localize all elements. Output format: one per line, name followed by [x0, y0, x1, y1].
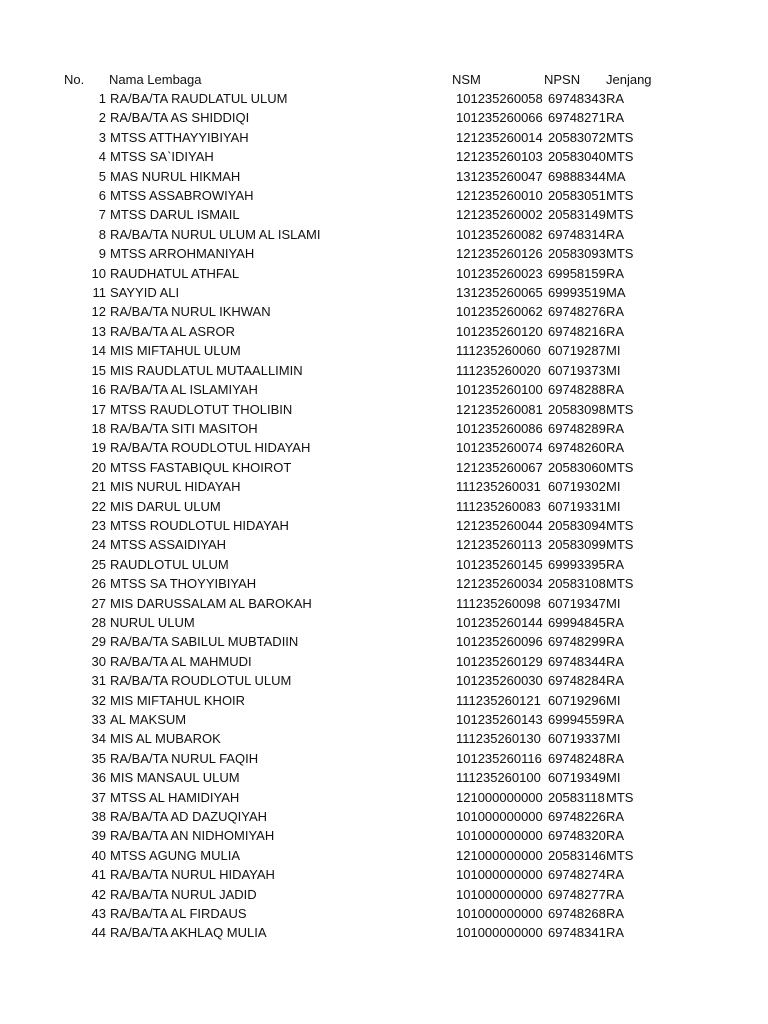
table-row: [0, 477, 768, 496]
row-number: 26: [91, 576, 106, 592]
row-number: 23: [91, 517, 106, 533]
npsn-value: 20583118: [548, 789, 605, 805]
jenjang-value: RA: [606, 304, 625, 320]
table-row: [0, 380, 768, 399]
nsm-value: 121235260113: [456, 537, 542, 553]
table-row: [0, 341, 768, 360]
jenjang-value: MI: [606, 692, 621, 708]
row-number: 2: [98, 110, 106, 126]
npsn-value: 20583108: [548, 576, 606, 592]
row-number: 21: [91, 479, 106, 495]
table-row: [0, 322, 768, 341]
table-row: [0, 826, 768, 845]
institution-name: RAUDHATUL ATHFAL: [110, 265, 240, 281]
row-number: 39: [91, 828, 106, 844]
row-number: 5: [98, 168, 106, 184]
jenjang-value: RA: [606, 440, 625, 456]
table-row: [0, 497, 768, 516]
npsn-value: 20583099: [548, 537, 606, 553]
jenjang-value: MTS: [606, 789, 634, 805]
jenjang-value: RA: [606, 653, 625, 669]
institution-name: AL MAKSUM: [110, 712, 187, 727]
nsm-value: 121235260010: [456, 188, 543, 204]
row-number: 35: [91, 750, 106, 766]
table-row: [0, 283, 768, 302]
jenjang-value: MI: [606, 479, 621, 495]
nsm-value: 111235260060: [456, 343, 541, 359]
table-row: [0, 671, 768, 690]
nsm-value: 101235260100: [456, 382, 543, 398]
jenjang-value: MI: [606, 343, 621, 359]
table-row: [0, 749, 768, 768]
jenjang-value: MTS: [606, 401, 634, 417]
npsn-value: 69993395: [548, 556, 606, 572]
jenjang-value: RA: [606, 828, 625, 844]
nsm-value: 101235260086: [456, 420, 543, 436]
institution-list: [0, 89, 768, 943]
row-number: 27: [91, 595, 106, 611]
nsm-value: 131235260065: [456, 285, 543, 301]
row-number: 7: [98, 207, 106, 223]
jenjang-value: MTS: [606, 188, 634, 204]
jenjang-value: MTS: [606, 149, 634, 165]
row-number: 42: [91, 886, 106, 902]
institution-name: RA/BA/TA SABILUL MUBTADIIN: [110, 634, 299, 650]
institution-name: RA/BA/TA NURUL FAQIH: [110, 750, 259, 766]
nsm-value: 101235260066: [456, 110, 543, 126]
institution-name: MTSS FASTABIQUL KHOIROT: [110, 459, 292, 475]
table-row: [0, 89, 768, 108]
row-number: 36: [91, 770, 106, 786]
jenjang-value: RA: [606, 265, 625, 281]
npsn-value: 69748268: [548, 906, 606, 922]
table-row: [0, 904, 768, 923]
npsn-value: 69748276: [548, 304, 606, 320]
npsn-value: 69748299: [548, 634, 606, 650]
table-row: [0, 458, 768, 477]
header-npsn: NPSN: [544, 72, 581, 87]
nsm-value: 131235260047: [456, 168, 543, 184]
institution-name: MTSS ROUDLOTUL HIDAYAH: [110, 517, 289, 533]
nsm-value: 121235260044: [456, 517, 543, 533]
nsm-value: 101235260030: [456, 673, 543, 689]
nsm-value: 101235260082: [456, 226, 543, 242]
nsm-value: 101235260129: [456, 653, 543, 669]
row-number: 43: [91, 906, 106, 922]
jenjang-value: MTS: [606, 537, 634, 553]
row-number: 24: [91, 537, 106, 553]
nsm-value: 101000000000: [456, 925, 543, 941]
jenjang-value: RA: [606, 809, 625, 825]
jenjang-value: RA: [606, 634, 625, 650]
nsm-value: 121235260034: [456, 576, 543, 592]
nsm-value: 111235260130: [456, 731, 541, 747]
npsn-value: 20583051: [548, 188, 606, 204]
nsm-value: 101235260116: [456, 750, 542, 766]
row-number: 12: [91, 304, 106, 320]
row-number: 14: [91, 343, 106, 359]
npsn-value: 69748271: [548, 110, 606, 126]
nsm-value: 121235260067: [456, 459, 543, 475]
institution-name: RA/BA/TA NURUL JADID: [110, 886, 257, 902]
institution-name: RA/BA/TA ROUDLOTUL ULUM: [110, 673, 292, 689]
row-number: 38: [91, 809, 106, 825]
institution-name: RA/BA/TA NURUL ULUM AL ISLAMI: [110, 226, 321, 242]
row-number: 10: [91, 265, 106, 281]
row-number: 34: [91, 731, 106, 747]
institution-name: MTSS AGUNG MULIA: [110, 847, 241, 863]
institution-name: MIS AL MUBAROK: [110, 731, 221, 747]
table-row: [0, 205, 768, 224]
nsm-value: 111235260098: [456, 595, 541, 611]
institution-name: MTSS DARUL ISMAIL: [110, 207, 240, 223]
table-row: [0, 807, 768, 826]
row-number: 11: [92, 285, 106, 301]
table-row: [0, 846, 768, 865]
table-row: [0, 710, 768, 729]
jenjang-value: RA: [606, 750, 625, 766]
jenjang-value: RA: [606, 420, 625, 436]
nsm-value: 101235260058: [456, 91, 543, 106]
table-row: [0, 574, 768, 593]
nsm-value: 101235260143: [456, 712, 543, 727]
nsm-value: 121235260002: [456, 207, 543, 223]
nsm-value: 121235260014: [456, 129, 543, 145]
table-row: [0, 788, 768, 807]
npsn-value: 69748226: [548, 809, 606, 825]
npsn-value: 69958159: [548, 265, 606, 281]
nsm-value: 101235260144: [456, 614, 543, 630]
jenjang-value: MTS: [606, 847, 634, 863]
npsn-value: 20583040: [548, 149, 606, 165]
table-row: [0, 729, 768, 748]
nsm-value: 111235260100: [456, 770, 541, 786]
jenjang-value: MI: [606, 498, 621, 514]
npsn-value: 60719302: [548, 479, 606, 495]
row-number: 19: [91, 440, 106, 456]
row-number: 44: [91, 925, 106, 941]
jenjang-value: RA: [606, 614, 625, 630]
row-number: 30: [91, 653, 106, 669]
header-nsm: NSM: [452, 72, 481, 87]
institution-name: RA/BA/TA AKHLAQ MULIA: [110, 925, 267, 941]
table-row: [0, 264, 768, 283]
npsn-value: 20583098: [548, 401, 606, 417]
institution-name: RA/BA/TA AL ISLAMIYAH: [110, 382, 258, 398]
table-row: [0, 516, 768, 535]
npsn-value: 69748314: [548, 226, 606, 242]
institution-name: RA/BA/TA NURUL IKHWAN: [110, 304, 271, 320]
npsn-value: 20583093: [548, 246, 606, 262]
npsn-value: 60719331: [548, 498, 606, 514]
jenjang-value: MTS: [606, 207, 634, 223]
table-row: [0, 400, 768, 419]
npsn-value: 69748344: [548, 653, 606, 669]
institution-name: MIS NURUL HIDAYAH: [110, 479, 241, 495]
jenjang-value: RA: [606, 673, 625, 689]
institution-name: RA/BA/TA SITI MASITOH: [110, 420, 258, 436]
nsm-value: 121235260081: [456, 401, 543, 417]
nsm-value: 111235260020: [456, 362, 541, 378]
header-nama-lembaga: Nama Lembaga: [109, 72, 202, 87]
table-row: [0, 147, 768, 166]
npsn-value: 69748320: [548, 828, 606, 844]
nsm-value: 101235260145: [456, 556, 543, 572]
npsn-value: 20583146: [548, 847, 606, 863]
jenjang-value: RA: [606, 382, 625, 398]
table-row: [0, 225, 768, 244]
nsm-value: 121235260126: [456, 246, 543, 262]
npsn-value: 60719349: [548, 770, 606, 786]
jenjang-value: MI: [606, 770, 621, 786]
nsm-value: 101000000000: [456, 886, 543, 902]
table-row: [0, 438, 768, 457]
row-number: 13: [91, 323, 106, 339]
table-row: [0, 652, 768, 671]
institution-name: MIS DARUSSALAM AL BAROKAH: [110, 595, 312, 611]
jenjang-value: RA: [606, 226, 625, 242]
nsm-value: 111235260121: [456, 692, 541, 708]
institution-name: MTSS ASSABROWIYAH: [110, 188, 254, 204]
table-row: [0, 885, 768, 904]
npsn-value: 69748341: [548, 925, 606, 941]
institution-name: RA/BA/TA AL FIRDAUS: [110, 906, 247, 922]
table-row: [0, 923, 768, 942]
table-row: [0, 128, 768, 147]
row-number: 3: [98, 129, 106, 145]
npsn-value: 20583072: [548, 129, 606, 145]
table-row: [0, 361, 768, 380]
institution-name: RA/BA/TA AL MAHMUDI: [110, 653, 252, 669]
row-number: 18: [91, 420, 106, 436]
nsm-value: 101000000000: [456, 809, 543, 825]
institution-name: MIS RAUDLATUL MUTAALLIMIN: [110, 362, 303, 378]
npsn-value: 20583060: [548, 459, 606, 475]
table-row: [0, 555, 768, 574]
row-number: 37: [91, 789, 106, 805]
row-number: 41: [91, 867, 106, 883]
institution-name: MIS MIFTAHUL KHOIR: [110, 692, 246, 708]
jenjang-value: RA: [606, 925, 625, 941]
npsn-value: 60719347: [548, 595, 606, 611]
row-number: 16: [91, 382, 106, 398]
table-row: [0, 167, 768, 186]
nsm-value: 101000000000: [456, 828, 543, 844]
nsm-value: 111235260083: [456, 498, 541, 514]
institution-name: SAYYID ALI: [110, 285, 180, 301]
jenjang-value: RA: [606, 91, 625, 106]
row-number: 20: [91, 459, 106, 475]
jenjang-value: MTS: [606, 517, 634, 533]
row-number: 6: [98, 188, 106, 204]
npsn-value: 69748260: [548, 440, 606, 456]
npsn-value: 60719287: [548, 343, 606, 359]
institution-name: RA/BA/TA NURUL HIDAYAH: [110, 867, 275, 883]
institution-name: RA/BA/TA AD DAZUQIYAH: [110, 809, 267, 825]
npsn-value: 69748274: [548, 867, 606, 883]
jenjang-value: RA: [606, 556, 625, 572]
nsm-value: 101235260023: [456, 265, 543, 281]
npsn-value: 69748277: [548, 886, 606, 902]
nsm-value: 121000000000: [456, 789, 543, 805]
jenjang-value: MTS: [606, 246, 634, 262]
jenjang-value: RA: [606, 712, 625, 727]
table-row: [0, 865, 768, 884]
jenjang-value: RA: [606, 323, 625, 339]
institution-name: MTSS ASSAIDIYAH: [110, 537, 227, 553]
nsm-value: 111235260031: [456, 479, 541, 495]
table-row: [0, 768, 768, 787]
institution-name: RA/BA/TA AS SHIDDIQI: [110, 110, 250, 126]
institution-name: RA/BA/TA RAUDLATUL ULUM: [110, 91, 288, 106]
table-row: [0, 302, 768, 321]
npsn-value: 20583094: [548, 517, 606, 533]
table-row: [0, 632, 768, 651]
nsm-value: 121000000000: [456, 847, 543, 863]
jenjang-value: RA: [606, 906, 625, 922]
institution-name: RAUDLOTUL ULUM: [110, 556, 229, 572]
institution-name: RA/BA/TA ROUDLOTUL HIDAYAH: [110, 440, 311, 456]
institution-name: MTSS ARROHMANIYAH: [110, 246, 255, 262]
institution-name: MIS MIFTAHUL ULUM: [110, 343, 241, 359]
row-number: 4: [98, 149, 106, 165]
npsn-value: 60719337: [548, 731, 606, 747]
jenjang-value: MTS: [606, 129, 634, 145]
jenjang-value: RA: [606, 867, 625, 883]
npsn-value: 69888344: [548, 168, 606, 184]
npsn-value: 69994559: [548, 712, 606, 727]
institution-name: NURUL ULUM: [110, 614, 195, 630]
jenjang-value: RA: [606, 110, 625, 126]
npsn-value: 69993519: [548, 285, 606, 301]
jenjang-value: MTS: [606, 576, 634, 592]
npsn-value: 69748284: [548, 673, 606, 689]
institution-name: MTSS RAUDLOTUT THOLIBIN: [110, 401, 293, 417]
jenjang-value: MA: [606, 285, 626, 301]
npsn-value: 60719373: [548, 362, 606, 378]
row-number: 22: [91, 498, 106, 514]
table-row: [0, 186, 768, 205]
table-row: [0, 108, 768, 127]
table-row: [0, 594, 768, 613]
row-number: 31: [91, 673, 106, 689]
table-row: [0, 613, 768, 632]
npsn-value: 69748288: [548, 382, 606, 398]
row-number: 33: [91, 712, 106, 727]
institution-name: MTSS ATTHAYYIBIYAH: [110, 129, 249, 145]
row-number: 9: [98, 246, 106, 262]
table-row: [0, 244, 768, 263]
jenjang-value: MA: [606, 168, 626, 184]
nsm-value: 101235260096: [456, 634, 543, 650]
row-number: 40: [91, 847, 106, 863]
row-number: 28: [91, 614, 106, 630]
institution-name: MAS NURUL HIKMAH: [110, 168, 241, 184]
nsm-value: 101235260120: [456, 323, 543, 339]
institution-name: RA/BA/TA AN NIDHOMIYAH: [110, 828, 275, 844]
jenjang-value: MI: [606, 731, 621, 747]
row-number: 29: [91, 634, 106, 650]
npsn-value: 69748216: [548, 323, 606, 339]
jenjang-value: MI: [606, 595, 621, 611]
institution-name: MIS MANSAUL ULUM: [110, 770, 240, 786]
npsn-value: 20583149: [548, 207, 606, 223]
row-number: 15: [91, 362, 106, 378]
jenjang-value: RA: [606, 886, 625, 902]
nsm-value: 101000000000: [456, 867, 543, 883]
row-number: 32: [91, 692, 106, 708]
institution-name: MTSS SA`IDIYAH: [110, 149, 214, 165]
nsm-value: 101235260062: [456, 304, 543, 320]
row-number: 17: [91, 401, 106, 417]
table-row: [0, 419, 768, 438]
npsn-value: 69748248: [548, 750, 606, 766]
table-row: [0, 691, 768, 710]
institution-name: RA/BA/TA AL ASROR: [110, 323, 235, 339]
institution-name: MTSS SA THOYYIBIYAH: [110, 576, 257, 592]
institution-name: MTSS AL HAMIDIYAH: [110, 789, 240, 805]
npsn-value: 60719296: [548, 692, 606, 708]
table-row: [0, 535, 768, 554]
header-no: No.: [64, 72, 85, 87]
institution-name: MIS DARUL ULUM: [110, 498, 221, 514]
jenjang-value: MTS: [606, 459, 634, 475]
npsn-value: 69748289: [548, 420, 606, 436]
row-number: 25: [91, 556, 106, 572]
nsm-value: 101000000000: [456, 906, 543, 922]
row-number: 8: [98, 226, 106, 242]
nsm-value: 101235260074: [456, 440, 543, 456]
nsm-value: 121235260103: [456, 149, 543, 165]
row-number: 1: [98, 91, 106, 106]
npsn-value: 69748343: [548, 91, 606, 106]
header-jenjang: Jenjang: [606, 72, 652, 87]
jenjang-value: MI: [606, 362, 621, 378]
npsn-value: 69994845: [548, 614, 606, 630]
